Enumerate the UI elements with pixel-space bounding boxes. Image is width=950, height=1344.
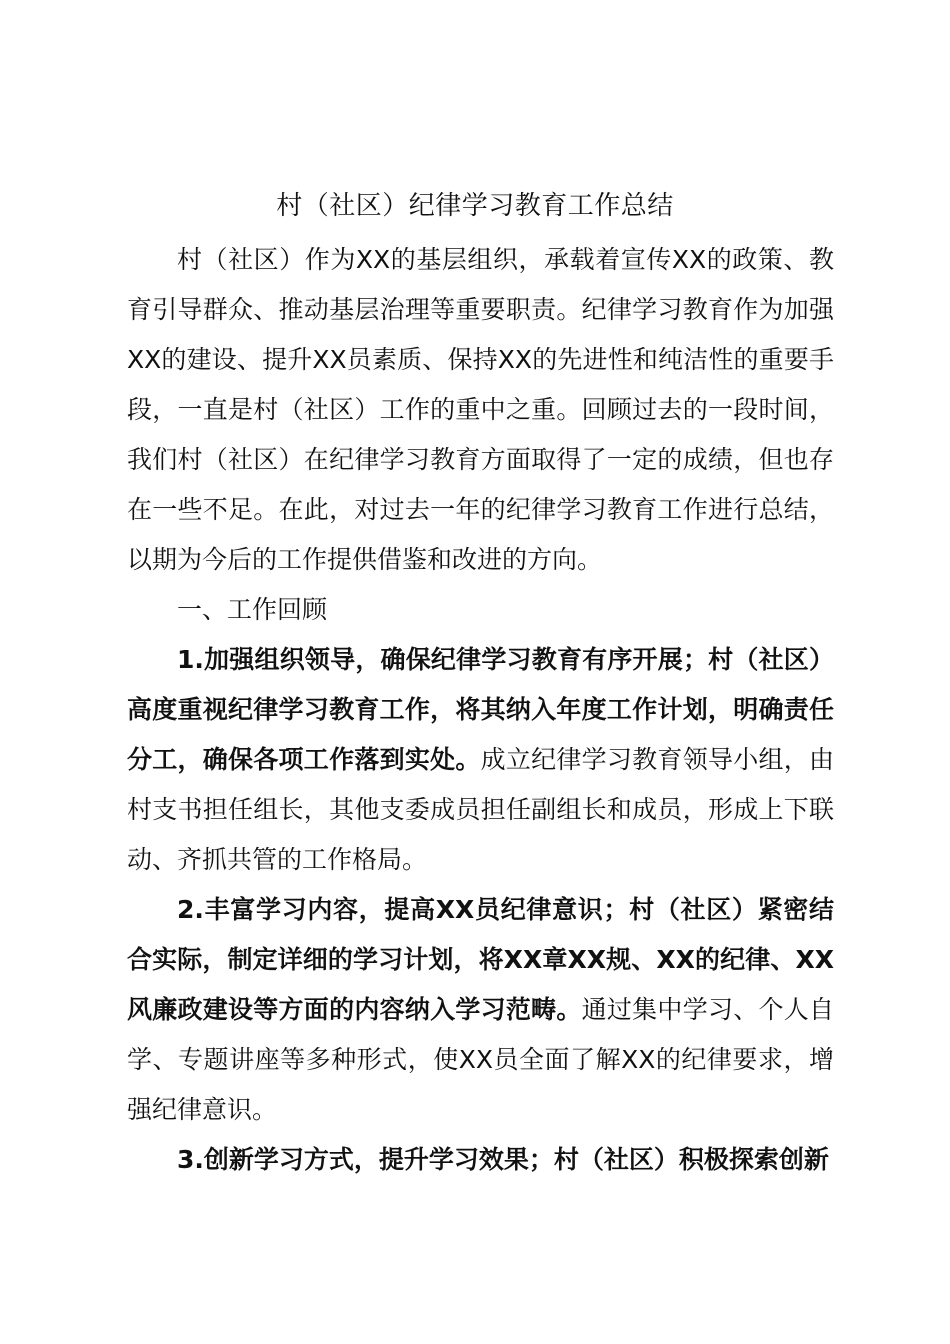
item-1-text: 成立纪律学习教育领导小组，由村支书担任组长，其他支委成员担任副组长和成员，形成上下联动、齐抓共管的工作格局。 bbox=[127, 745, 834, 874]
item-paragraph-3 bbox=[127, 1135, 834, 1185]
item-3-bold: 3.创新学习方式，提升学习效果；村（社区）积极探索创新 bbox=[177, 1145, 829, 1174]
document-body bbox=[127, 235, 834, 1185]
item-1-bold: 1.加强组织领导，确保纪律学习教育有序开展；村（社区）高度重视纪律学习教育工作，将其纳入年度工作计划，明确责任分工，确保各项工作落到实处。 bbox=[127, 645, 834, 774]
item-2-text: 通过集中学习、个人自学、专题讲座等多种形式，使XX员全面了解XX的纪律要求，增强纪律意识。 bbox=[127, 995, 834, 1124]
item-2-bold: 2.丰富学习内容，提高XX员纪律意识；村（社区）紧密结合实际，制定详细的学习计划，将XX章XX规、XX的纪律、XX风廉政建设等方面的内容纳入学习范畴。 bbox=[127, 895, 834, 1024]
intro-paragraph: 村（社区）作为XX的基层组织，承载着宣传XX的政策、教育引导群众、推动基层治理等重要职责。纪律学习教育作为加强XX的建设、提升XX员素质、保持XX的先进性和纯洁性的重要手段，一直是村（社区）工作的重中之重。回顾过去的一段时间，我们村（社区）在纪律学习教育方面取得了一定的成绩，但也存在一些不足。在此，对过去一年的纪律学习教育工作进行总结，以期为今后的工作提供借鉴和改进的方向。 bbox=[127, 245, 834, 574]
item-paragraph-1 bbox=[127, 635, 834, 885]
section-heading: 一、工作回顾 bbox=[177, 595, 328, 624]
item-paragraph-2 bbox=[127, 885, 834, 1135]
document-title: 村（社区）纪律学习教育工作总结 bbox=[276, 191, 674, 221]
